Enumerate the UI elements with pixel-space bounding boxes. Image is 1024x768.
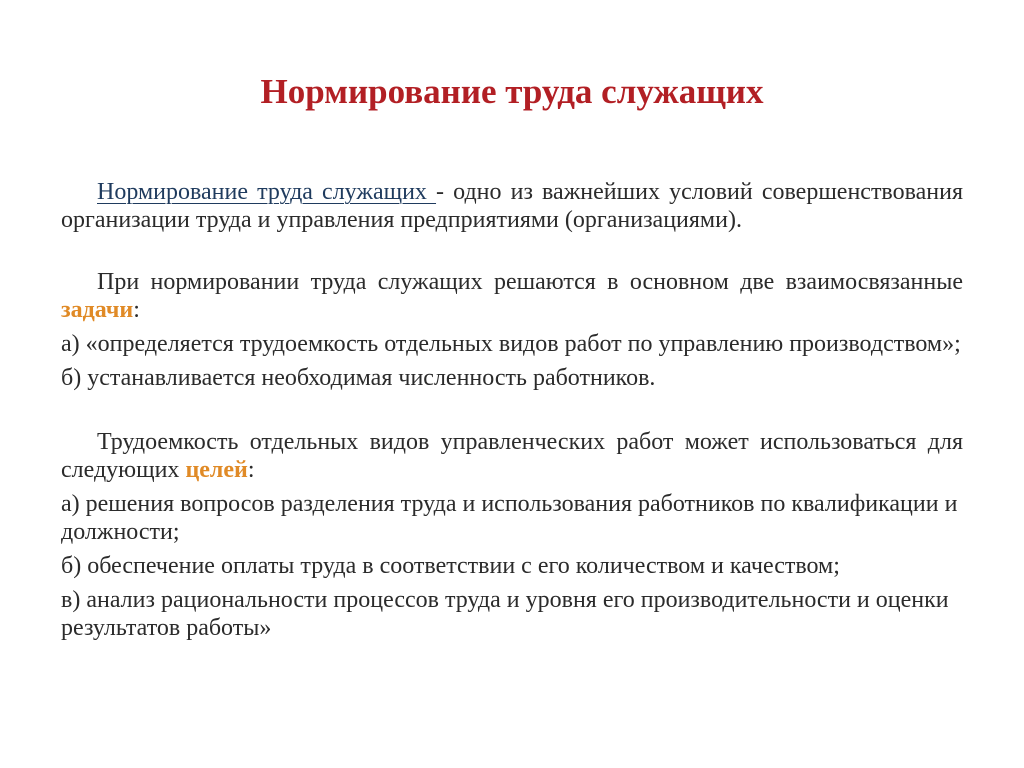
goals-item-c: в) анализ рациональности процессов труда и уровня его производительности и оценки результатов работы» bbox=[61, 587, 949, 641]
goals-item-a: а) решения вопросов разделения труда и использования работников по квалификации и должности; bbox=[61, 491, 958, 545]
definition-paragraph bbox=[61, 178, 963, 234]
goals-intro bbox=[61, 428, 963, 484]
goals-intro-colon: : bbox=[247, 457, 255, 483]
tasks-item-b: б) устанавливается необходимая численность работников. bbox=[61, 365, 656, 391]
goals-intro-text: Трудоемкость отдельных видов управленческих работ может использоваться для следующих bbox=[61, 429, 963, 483]
goals-keyword: целей bbox=[185, 457, 248, 483]
definition-text: - одно из важнейших условий совершенствования организации труда и управления предприятиями (организациями). bbox=[61, 179, 963, 233]
spacer bbox=[61, 392, 963, 428]
tasks-intro bbox=[61, 268, 963, 324]
tasks-item-a: а) «определяется трудоемкость отдельных видов работ по управлению производством»; bbox=[61, 331, 961, 357]
definition-term-link[interactable]: Нормирование труда служащих bbox=[97, 179, 437, 205]
slide-body bbox=[61, 178, 963, 642]
tasks-intro-text: При нормировании труда служащих решаются в основном две взаимосвязанные bbox=[97, 269, 963, 295]
goals-item-b: б) обеспечение оплаты труда в соответствии с его количеством и качеством; bbox=[61, 553, 840, 579]
spacer bbox=[61, 234, 963, 268]
slide-title: Нормирование труда служащих bbox=[260, 72, 764, 111]
tasks-intro-colon: : bbox=[133, 297, 140, 323]
tasks-keyword: задачи bbox=[61, 297, 134, 323]
